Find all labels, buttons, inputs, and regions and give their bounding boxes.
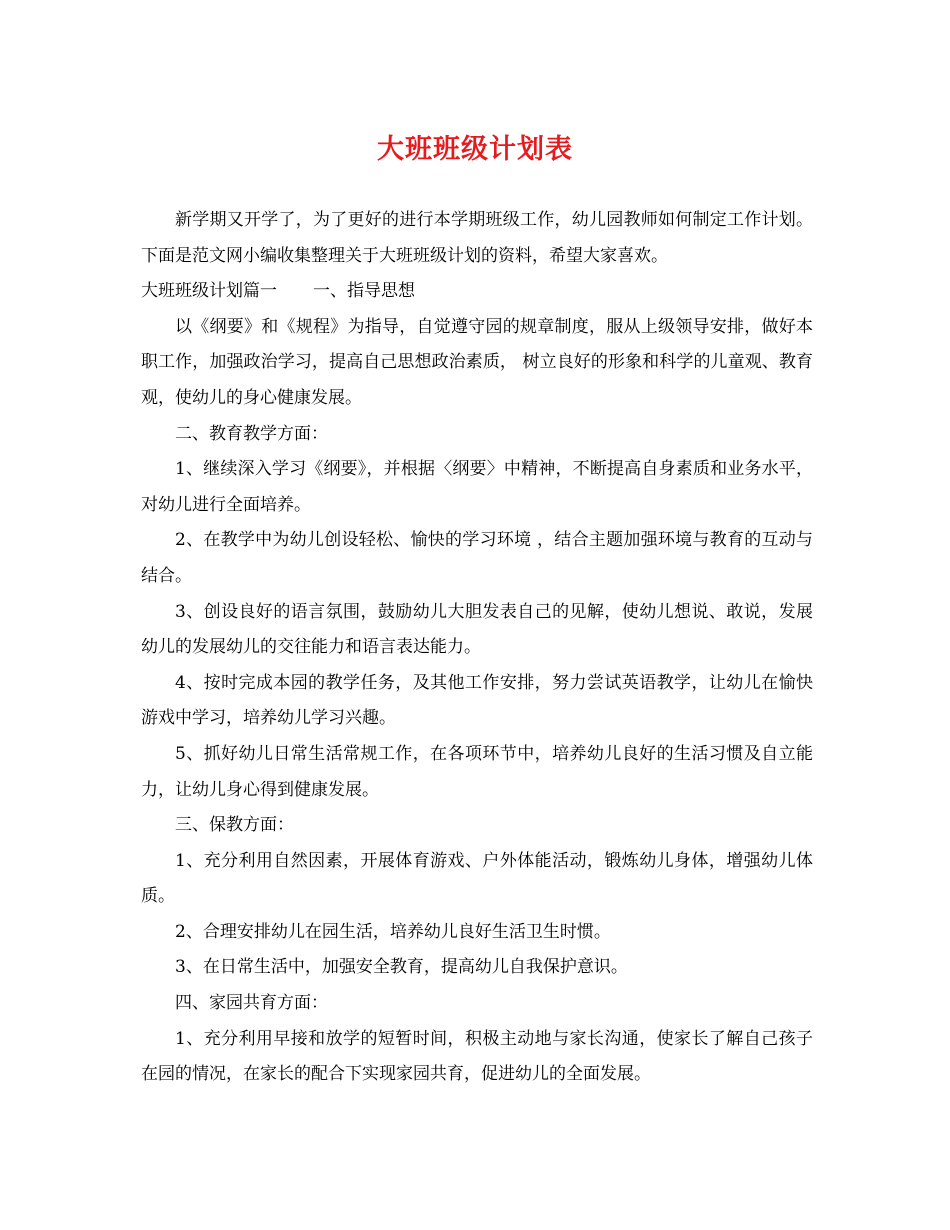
heading-guiding-ideology: 一、指导思想: [313, 281, 415, 302]
home-school-item: 1、充分利用早接和放学的短暂时间，积极主动地与家长沟通，使家长了解自己孩子在园的情况，在家长的配合下实现家园共育，促进幼儿的全面发展。: [141, 1028, 813, 1085]
heading-childcare: 三、保教方面：: [175, 815, 294, 836]
heading-home-school: 四、家园共育方面：: [175, 993, 328, 1014]
education-item: 2、在教学中为幼儿创设轻松、愉快的学习环境 ，结合主题加强环境与教育的互动与结合。: [141, 530, 813, 586]
section-label-line: [141, 274, 813, 310]
guiding-ideology-paragraph: 以《纲要》和《规程》为指导，自觉遵守园的规章制度，服从上级领导安排，做好本职工作，加强政治学习，提高自己思想政治素质， 树立良好的形象和科学的儿童观、教育观，使幼儿的身心健康发展。: [141, 316, 813, 408]
document-title: 大班班级计划表: [377, 134, 573, 165]
heading-education-teaching: 二、教育教学方面：: [175, 423, 328, 444]
section-label: 大班班级计划篇一: [141, 281, 277, 302]
education-item: 4、按时完成本园的教学任务，及其他工作安排，努力尝试英语教学，让幼儿在愉快游戏中学习，培养幼儿学习兴趣。: [141, 672, 813, 729]
document-body: [141, 203, 813, 1093]
intro-paragraph: 新学期又开学了，为了更好的进行本学期班级工作，幼儿园教师如何制定工作计划。下面是范文网小编收集整理关于大班班级计划的资料，希望大家喜欢。: [141, 210, 813, 266]
education-item: 3、创设良好的语言氛围，鼓励幼儿大胆发表自己的见解，使幼儿想说、敢说，发展幼儿的发展幼儿的交往能力和语言表达能力。: [141, 601, 813, 658]
childcare-item: 2、合理安排幼儿在园生活，培养幼儿良好生活卫生时惯。: [175, 921, 611, 942]
education-item: 5、抓好幼儿日常生活常规工作，在各项环节中，培养幼儿良好的生活习惯及自立能力，让幼儿身心得到健康发展。: [141, 743, 813, 800]
childcare-item: 3、在日常生活中，加强安全教育，提高幼儿自我保护意识。: [175, 957, 628, 978]
childcare-item: 1、充分利用自然因素，开展体育游戏、户外体能活动，锻炼幼儿身体，增强幼儿体质。: [141, 850, 813, 907]
education-item: 1、继续深入学习《纲要》，并根据〈纲要〉中精神，不断提高自身素质和业务水平，对幼儿进行全面培养。: [141, 459, 813, 515]
